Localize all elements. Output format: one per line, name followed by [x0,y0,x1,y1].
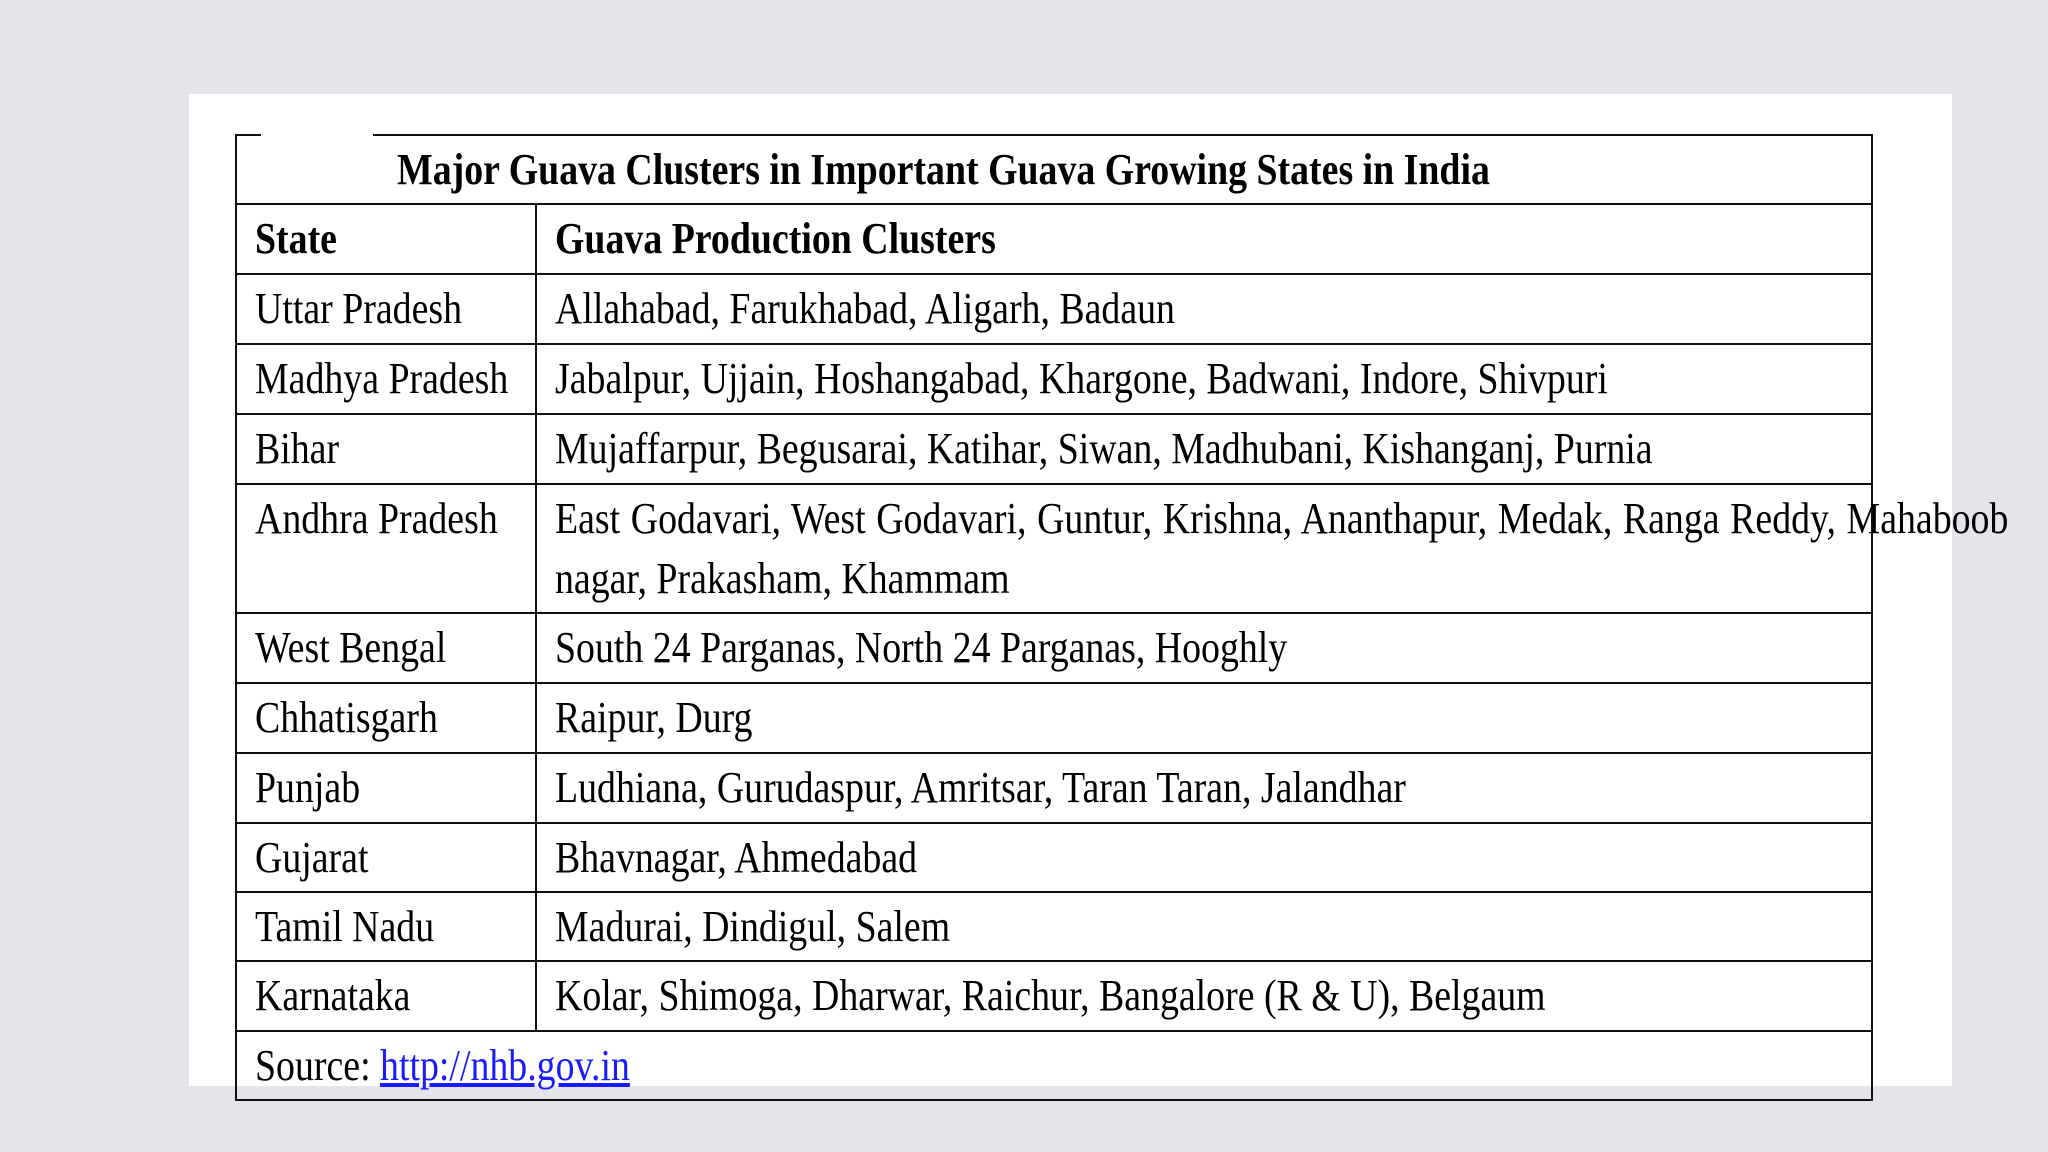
table-caption-text: Major Guava Clusters in Important Guava Growing States in India [397,145,1490,194]
table-caption-row [236,135,1872,204]
table-row [236,613,1872,683]
state-name: Andhra Pradesh [255,494,498,544]
caption-mask [261,132,373,188]
table-row [236,274,1872,344]
clusters-cell [536,414,1872,484]
clusters-text: Madurai, Dindigul, Salem [555,901,951,951]
state-cell [236,613,536,683]
state-cell [236,823,536,892]
state-name: Karnataka [255,971,411,1021]
clusters-cell [536,823,1872,892]
source-link[interactable]: http://nhb.gov.in [380,1040,630,1090]
clusters-text: Raipur, Durg [555,693,753,743]
clusters-text: Mujaffarpur, Begusarai, Katihar, Siwan, Madhubani, Kishanganj, Purnia [555,424,1653,474]
clusters-cell [536,961,1872,1030]
state-name: Punjab [255,763,361,813]
state-name: Tamil Nadu [255,901,435,951]
table-row [236,414,1872,484]
state-cell [236,414,536,484]
header-state-text: State [255,214,337,264]
table-row [236,484,1872,613]
clusters-text: Ludhiana, Gurudaspur, Amritsar, Taran Taran, Jalandhar [555,763,1406,813]
clusters-cell [536,484,2009,613]
clusters-cell [536,274,1872,344]
header-state [236,204,536,274]
clusters-text: East Godavari, West Godavari, Guntur, Krishna, Ananthapur, Medak, Ranga Reddy, Mahaboob nagar, Prakasham, Khammam [555,494,2009,603]
clusters-text: South 24 Parganas, North 24 Parganas, Hooghly [555,623,1288,673]
table-source-row [236,1031,1872,1100]
clusters-text: Bhavnagar, Ahmedabad [555,832,918,882]
table-row [236,683,1872,753]
clusters-cell [536,613,1872,683]
state-cell [236,892,536,961]
clusters-cell [536,892,1872,961]
source-line [255,1036,630,1095]
table-row [236,961,1872,1030]
state-name: Bihar [255,424,340,474]
table-row [236,753,1872,822]
state-cell [236,484,536,613]
state-cell [236,683,536,753]
guava-clusters-table [235,134,2009,1101]
clusters-text: Jabalpur, Ujjain, Hoshangabad, Khargone, Badwani, Indore, Shivpuri [555,354,1608,404]
table-row [236,823,1872,892]
clusters-text: Kolar, Shimoga, Dharwar, Raichur, Bangalore (R & U), Belgaum [555,971,1546,1021]
table-header-row [236,204,1872,274]
header-clusters [536,204,1872,274]
header-clusters-text: Guava Production Clusters [555,214,996,264]
clusters-cell [536,344,1872,414]
table-caption [236,135,1872,204]
source-label: Source: [255,1040,371,1090]
state-name: Madhya Pradesh [255,354,509,404]
table-row [236,344,1872,414]
state-cell [236,961,536,1030]
state-cell [236,753,536,822]
state-cell [236,274,536,344]
state-name: West Bengal [255,623,447,673]
document-page [189,94,2009,1090]
state-name: Gujarat [255,832,369,882]
table-row [236,892,1872,961]
state-name: Chhatisgarh [255,693,438,743]
source-cell [236,1031,1872,1100]
clusters-text: Allahabad, Farukhabad, Aligarh, Badaun [555,284,1175,334]
clusters-cell [536,683,1872,753]
state-cell [236,344,536,414]
state-name: Uttar Pradesh [255,284,463,334]
clusters-cell [536,753,1872,822]
